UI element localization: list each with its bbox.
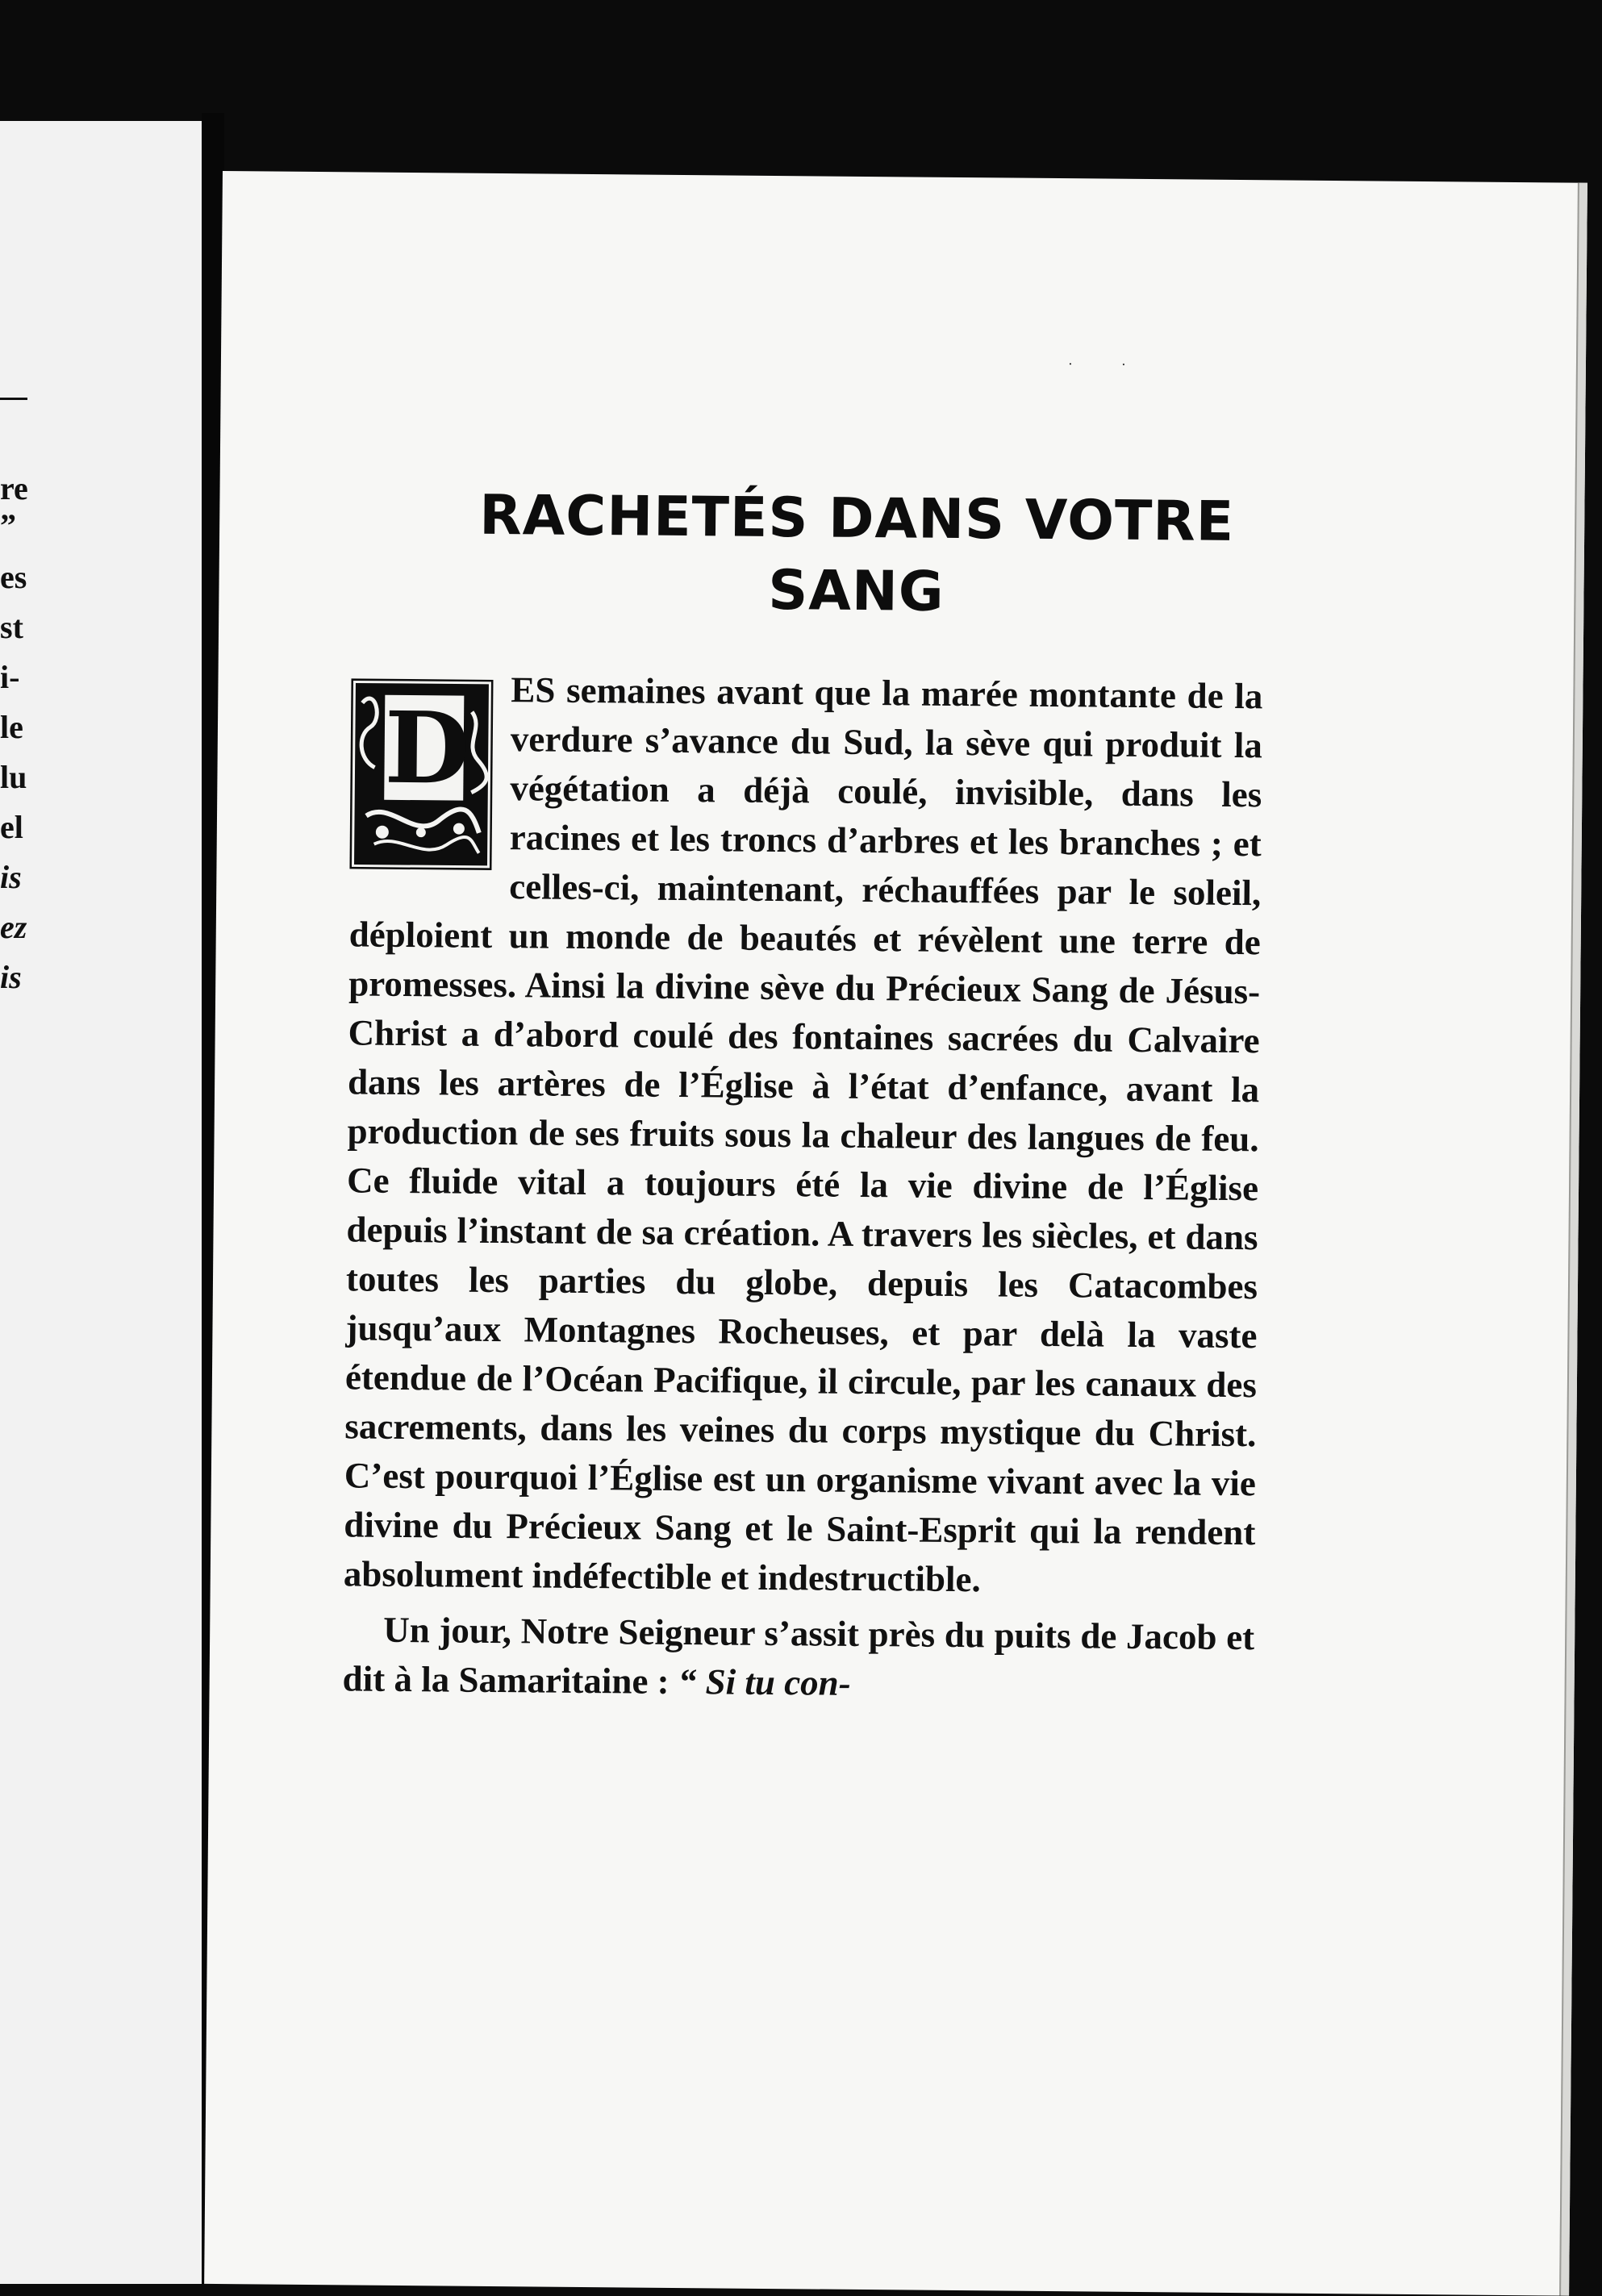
book-page	[204, 171, 1587, 2296]
left-fragment: is	[0, 959, 22, 995]
left-fragment: lu	[0, 759, 27, 795]
left-page-rule	[0, 398, 27, 400]
chapter-title	[332, 478, 1382, 632]
article-body	[342, 664, 1262, 1711]
paragraph-1-lead: ES	[511, 669, 556, 710]
left-fragment: ”	[0, 507, 16, 544]
left-fragment: st	[0, 609, 23, 645]
dust-specks: ··	[1067, 356, 1175, 373]
previous-page-edge	[0, 121, 202, 2284]
paragraph-2-text: Un jour, Notre Seigneur s’assit près du puits de Jacob et dit à la Samaritaine :	[342, 1609, 1255, 1702]
ornamental-dropcap	[349, 678, 493, 870]
paragraph-2-quote: “ Si tu con-	[678, 1661, 851, 1703]
page-edge	[1559, 183, 1587, 2296]
left-fragment: es	[0, 559, 27, 595]
left-fragment: el	[0, 809, 23, 845]
paragraph-1-text: semaines avant que la marée montante de la verdure s’avance du Sud, la sève qui produit la végétation a déjà coulé, invisible, dans les racines et les troncs d’arbres et les branches ; et celles-ci, maintenant, réchauffées par le soleil, déploient un monde de beautés et révèlent une terre de promesses. Ainsi la divine sève du Précieux Sang de Jésus-Christ a d’abord coulé des fontaines sacrées du Calvaire dans les artères de l’Église à l’état d’enfance, avant la production de ses fruits sous la chaleur des langues de feu. Ce fluide vital a toujours été la vie divine de l’Église depuis l’instant de sa création. A travers les siècles, et dans toutes les parties du globe, depuis les Catacombes jusqu’aux Montagnes Rocheuses, et par delà la vaste étendue de l’Océan Pacifique, il circule, par les canaux des sacrements, dans les veines du corps mystique du Christ. C’est pourquoi l’Église est un organisme vivant avec la vie divine du Précieux Sang et le Saint-Esprit qui la rendent absolument indéfectible et indestructible.	[343, 669, 1263, 1600]
left-fragment: le	[0, 709, 23, 745]
left-fragment: i-	[0, 659, 20, 695]
title-line-2: SANG	[767, 558, 945, 624]
title-line-1: RACHETÉS DANS VOTRE	[479, 483, 1235, 554]
left-fragment: re	[0, 470, 28, 506]
paragraph-1	[344, 664, 1263, 1606]
left-page-text-fragments	[0, 464, 28, 1002]
dropcap-letter: D	[384, 689, 471, 806]
left-fragment: is	[0, 859, 22, 895]
paragraph-2	[342, 1605, 1254, 1711]
left-fragment: ez	[0, 909, 27, 945]
